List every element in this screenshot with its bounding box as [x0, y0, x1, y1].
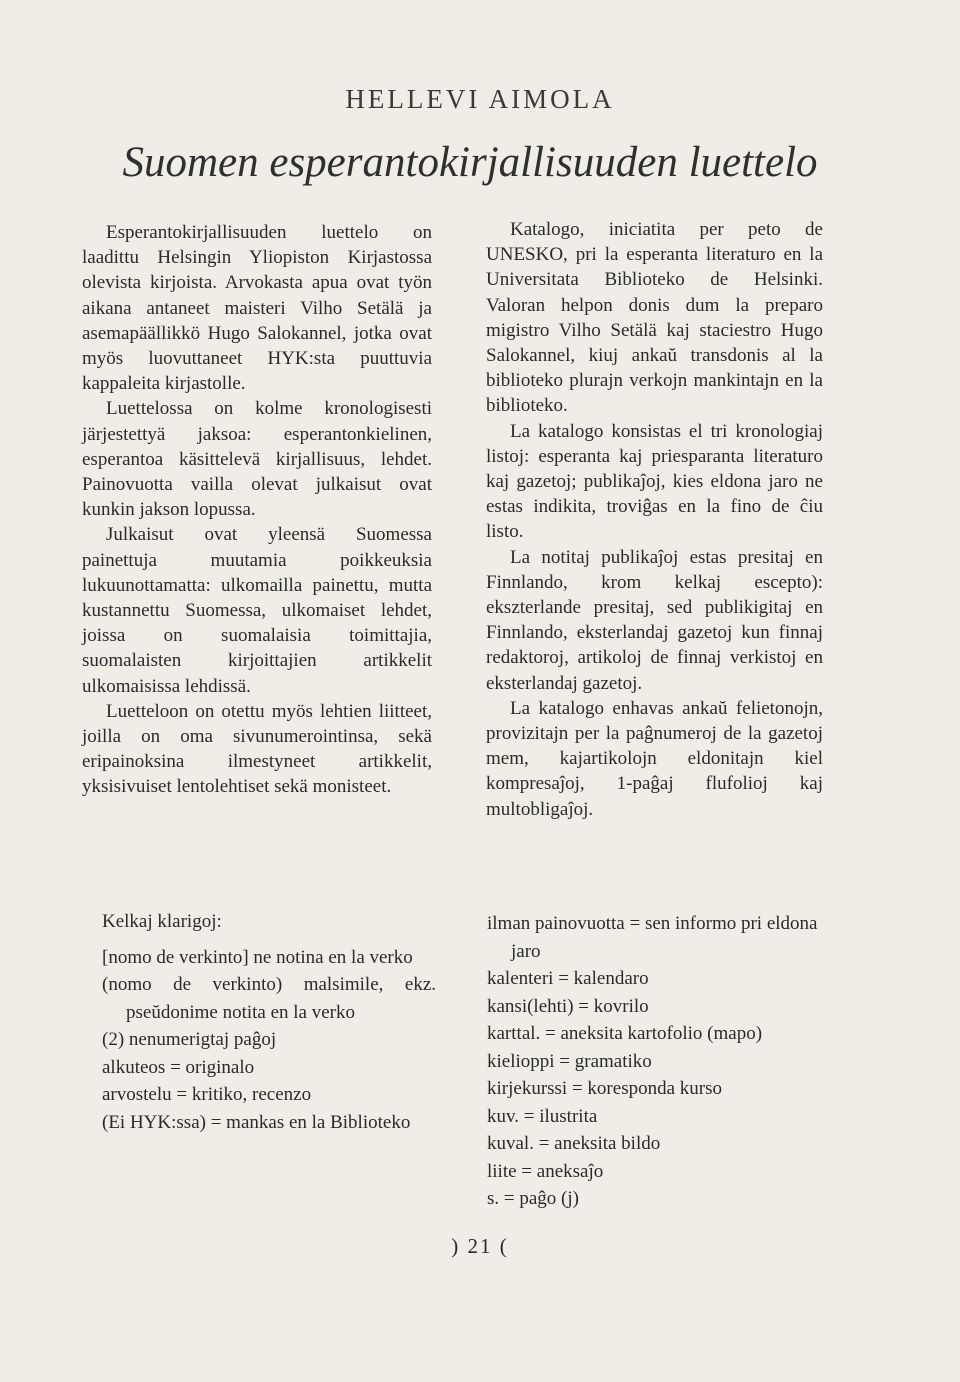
key-entry: kielioppi = gramatiko	[487, 1050, 652, 1072]
key-entry: kalenteri = kalendaro	[487, 968, 649, 989]
key-entry: (Ei HYK:ssa) = mankas en la Biblioteko	[102, 1111, 411, 1133]
key-list-left	[102, 908, 436, 1136]
key-entry: (2) nenumerigtaj paĝoj	[102, 1029, 277, 1050]
key-entry: kirjekurssi = koresponda kurso	[487, 1078, 722, 1099]
key-entry: alkuteos = originalo	[102, 1056, 255, 1078]
page-number: ) 21 (	[451, 1234, 509, 1258]
finnish-paragraph-4: Luetteloon on otettu myös lehtien liitteet, joilla on oma sivunumerointinsa, sekä eripainoksina ilmestyneet artikkelit, yksisivuiset lentolehtiset sekä monisteet.	[82, 700, 432, 798]
key-entry: arvostelu = kritiko, recenzo	[102, 1084, 312, 1105]
key-entry: s. = paĝo (j)	[487, 1188, 579, 1209]
finnish-paragraph-1: Esperantokirjallisuuden luettelo on laadittu Helsingin Yliopiston Kirjastossa olevista kirjoista. Arvokasta apua ovat työn aikana antaneet maisteri Vilho Setälä ja asemapäällikkö Hugo Salokannel, jotka ovat myös luovuttaneet HYK:sta puuttuvia kappaleita kirjastolle.	[82, 222, 432, 395]
finnish-paragraph-3: Julkaisut ovat yleensä Suomessa painettuja muutamia poikkeuksia lukuunottamatta: ulkomailla painettu, mutta kustannettu Suomessa, ulkomaiset lehdet, joissa on suomalaisia toimittajia, suomalaisten kirjoittajien artikkelit ulkomaisissa lehdissä.	[82, 524, 432, 697]
key-entry: kansi(lehti) = kovrilo	[487, 995, 649, 1017]
key-entry: liite = aneksaĵo	[487, 1160, 604, 1182]
key-entry: (nomo de verkinto) malsimile, ekz. pseŭdonime notita en la verko	[102, 974, 436, 1023]
key-entry: [nomo de verkinto] ne notina en la verko	[102, 946, 413, 968]
esperanto-paragraph-4: La katalogo enhavas ankaŭ felietonojn, provizitajn per la paĝnumeroj de la gazetoj mem, kajartikolojn eldonitajn kiel kompresaĵoj, 1-paĝaj flufolioj kaj multobligaĵoj.	[486, 697, 823, 820]
key-list-right	[487, 910, 837, 1213]
esperanto-paragraph-1: Katalogo, iniciatita per peto de UNESKO, pri la esperanta literaturo en la Universitata Biblioteko de Helsinki. Valoran helpon donis dum la preparo migistro Vilho Setälä kaj staciestro Hugo Salokannel, kiuj ankaŭ transdonis al la biblioteko plurajn verkojn mankintajn en la biblioteko.	[486, 219, 823, 417]
key-entry: karttal. = aneksita kartofolio (mapo)	[487, 1023, 763, 1044]
key-heading: Kelkaj klarigoj:	[102, 911, 222, 932]
finnish-paragraph-2: Luettelossa on kolme kronologisesti järjestettyä jaksoa: esperantonkielinen, esperantoa käsittelevä kirjallisuus, lehdet. Painovuotta vailla olevat julkaisut ovat kunkin jakson lopussa.	[82, 398, 432, 521]
key-entry: kuv. = ilustrita	[487, 1105, 598, 1127]
finnish-introduction	[82, 220, 432, 800]
article-title: Suomen esperantokirjallisuuden luettelo	[122, 139, 818, 186]
esperanto-paragraph-3: La notitaj publikaĵoj estas presitaj en Finnlando, krom kelkaj escepto): ekszterlande presitaj, sed publikigitaj en Finnlando, eksterlandaj gazetoj kun finnaj redaktoroj, artikoloj de finnaj verkistoj en eksterlandaj gazetoj.	[486, 546, 823, 694]
esperanto-paragraph-2: La katalogo konsistas el tri kronologiaj listoj: esperanta kaj priesparanta literaturo kaj gazetoj; publikaĵoj, kies eldona jaro ne estas indikita, troviĝas en la fino de ĉiu listo.	[486, 420, 823, 543]
key-entry: kuval. = aneksita bildo	[487, 1133, 661, 1154]
esperanto-introduction	[486, 217, 823, 822]
author-name: HELLEVI AIMOLA	[345, 84, 615, 114]
key-entry: ilman painovuotta = sen informo pri eldona jaro	[487, 913, 818, 962]
